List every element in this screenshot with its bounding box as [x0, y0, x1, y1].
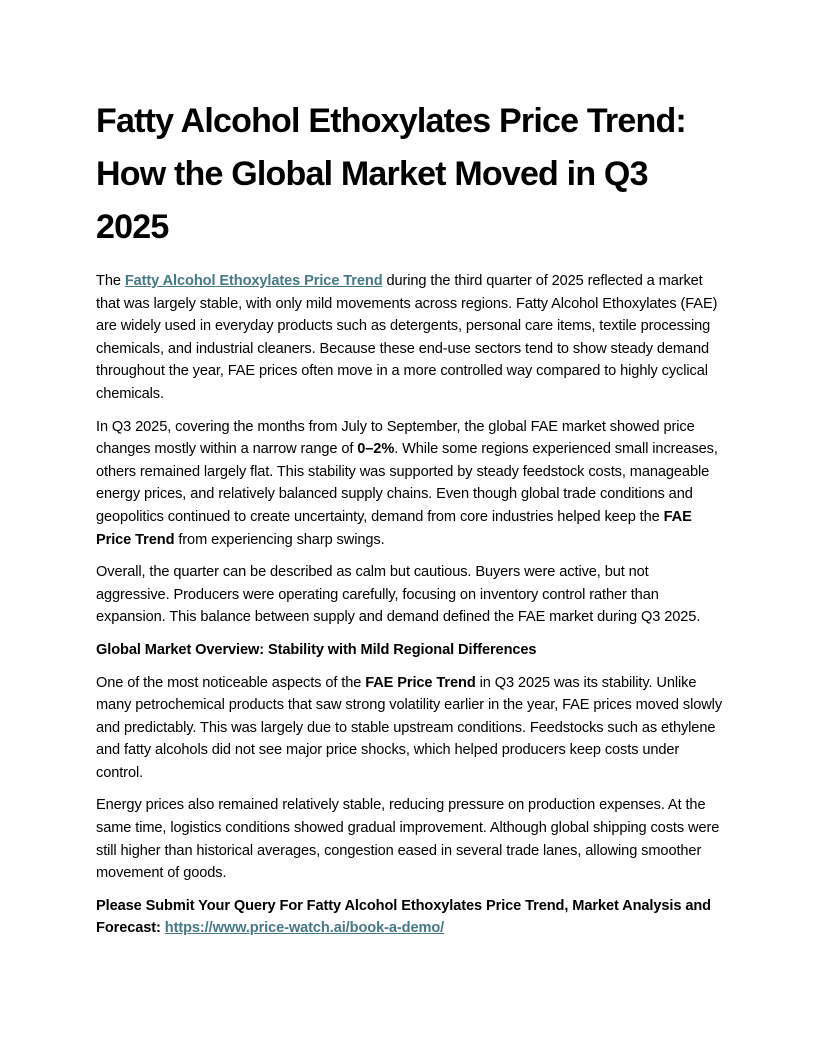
- q3-text-post: from experiencing sharp swings.: [174, 531, 385, 548]
- range-bold: 0–2%: [357, 441, 395, 458]
- document-page: [96, 95, 724, 950]
- stability-text-pre: One of the most noticeable aspects of the: [96, 674, 366, 691]
- overall-paragraph: Overall, the quarter can be described as calm but cautious. Buyers were active, but not aggressive. Producers were operating carefully, focusing on inventory control rather than expansion. This balance between supply and demand defined the FAE market during Q3 2025.: [96, 564, 701, 626]
- cta-text: Please Submit Your Query For Fatty Alcohol Ethoxylates Price Trend, Market Analysis and Forecast:: [96, 897, 711, 937]
- book-demo-link[interactable]: https://www.price-watch.ai/book-a-demo/: [164, 920, 445, 937]
- stability-text-post: in Q3 2025 was its stability. Unlike many petrochemical products that saw strong volatility earlier in the year, FAE prices moved slowly and predictably. This was largely due to stable upstream conditions. Feedstocks such as ethylene and fatty alcohols did not see major price shocks, which helped producers keep costs under control.: [96, 674, 723, 781]
- intro-text-post: during the third quarter of 2025 reflected a market that was largely stable, with only mild movements across regions. Fatty Alcohol Ethoxylates (FAE) are widely used in everyday products such as detergents, personal care items, textile processing chemicals, and industrial cleaners. Because these end-use sectors tend to show steady demand throughout the year, FAE prices often move in a more controlled way compared to highly cyclical chemicals.: [96, 273, 718, 402]
- q3-text-mid: . While some regions experienced small increases, others remained largely flat. This stability was supported by steady feedstock costs, manageable energy prices, and relatively balanced supply chains. Even though global trade conditions and geopolitics continued to create uncertainty, demand from core industries helped keep the: [96, 441, 718, 525]
- q3-text-pre: In Q3 2025, covering the months from July to September, the global FAE market showed price changes mostly within a narrow range of: [96, 418, 695, 458]
- intro-paragraph: [96, 270, 724, 406]
- energy-paragraph: Energy prices also remained relatively stable, reducing pressure on production expenses. At the same time, logistics conditions showed gradual improvement. Although global shipping costs were still higher than historical averages, congestion eased in several trade lanes, allowing smoother movement of goods.: [96, 797, 720, 882]
- section-heading: Global Market Overview: Stability with Mild Regional Differences: [96, 641, 537, 658]
- fae-price-trend-bold: FAE Price Trend: [96, 508, 692, 548]
- intro-text-pre: The: [96, 273, 125, 289]
- stability-paragraph: [96, 672, 724, 785]
- fae-price-trend-link[interactable]: Fatty Alcohol Ethoxylates Price Trend: [124, 273, 383, 289]
- fae-price-trend-bold-2: FAE Price Trend: [365, 674, 476, 691]
- cta-paragraph: [96, 895, 724, 940]
- q3-paragraph: [96, 416, 724, 552]
- page-title: Fatty Alcohol Ethoxylates Price Trend: How the Global Market Moved in Q3 2025: [96, 102, 686, 246]
